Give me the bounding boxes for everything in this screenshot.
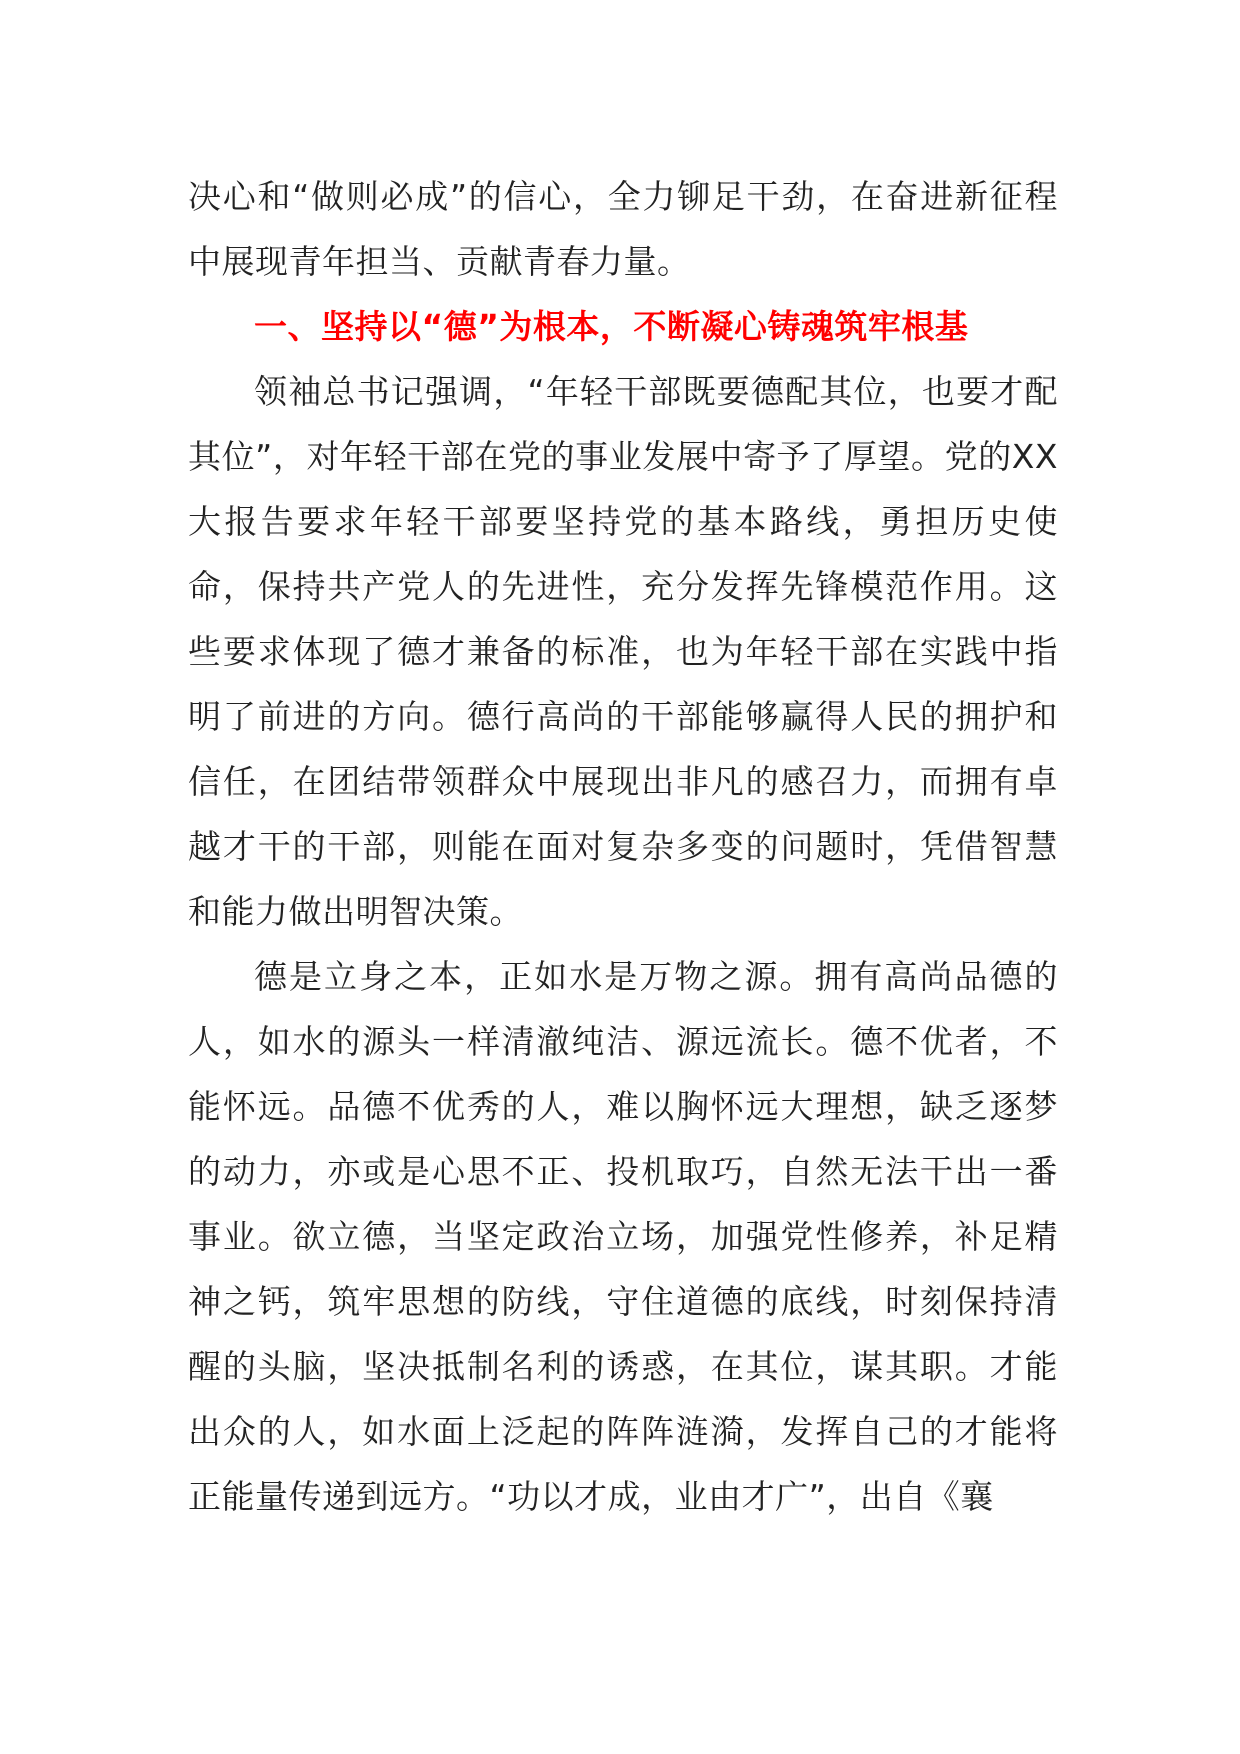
section-heading-1: 一、坚持以“德”为根本，不断凝心铸魂筑牢根基: [254, 307, 969, 346]
paragraph-intro-continuation: 决心和“做则必成”的信心，全力铆足干劲，在奋进新征程中展现青年担当、贡献青春力量。: [188, 177, 1058, 281]
document-body: [188, 164, 1058, 1529]
paragraph-virtue-foundation: 德是立身之本，正如水是万物之源。拥有高尚品德的人，如水的源头一样清澈纯洁、源远流长。德不优者，不能怀远。品德不优秀的人，难以胸怀远大理想，缺乏逐梦的动力，亦或是心思不正、投机取巧，自然无法干出一番事业。欲立德，当坚定政治立场，加强党性修养，补足精神之钙，筑牢思想的防线，守住道德的底线，时刻保持清醒的头脑，坚决抵制名利的诱惑，在其位，谋其职。才能出众的人，如水面上泛起的阵阵涟漪，发挥自己的才能将正能量传递到远方。“功以才成，业由才广”，出自《襄: [188, 957, 1058, 1516]
paragraph-leader-quote: 领袖总书记强调，“年轻干部既要德配其位，也要才配其位”，对年轻干部在党的事业发展中寄予了厚望。党的XX大报告要求年轻干部要坚持党的基本路线，勇担历史使命，保持共产党人的先进性，充分发挥先锋模范作用。这些要求体现了德才兼备的标准，也为年轻干部在实践中指明了前进的方向。德行高尚的干部能够赢得人民的拥护和信任，在团结带领群众中展现出非凡的感召力，而拥有卓越才干的干部，则能在面对复杂多变的问题时，凭借智慧和能力做出明智决策。: [188, 372, 1058, 931]
